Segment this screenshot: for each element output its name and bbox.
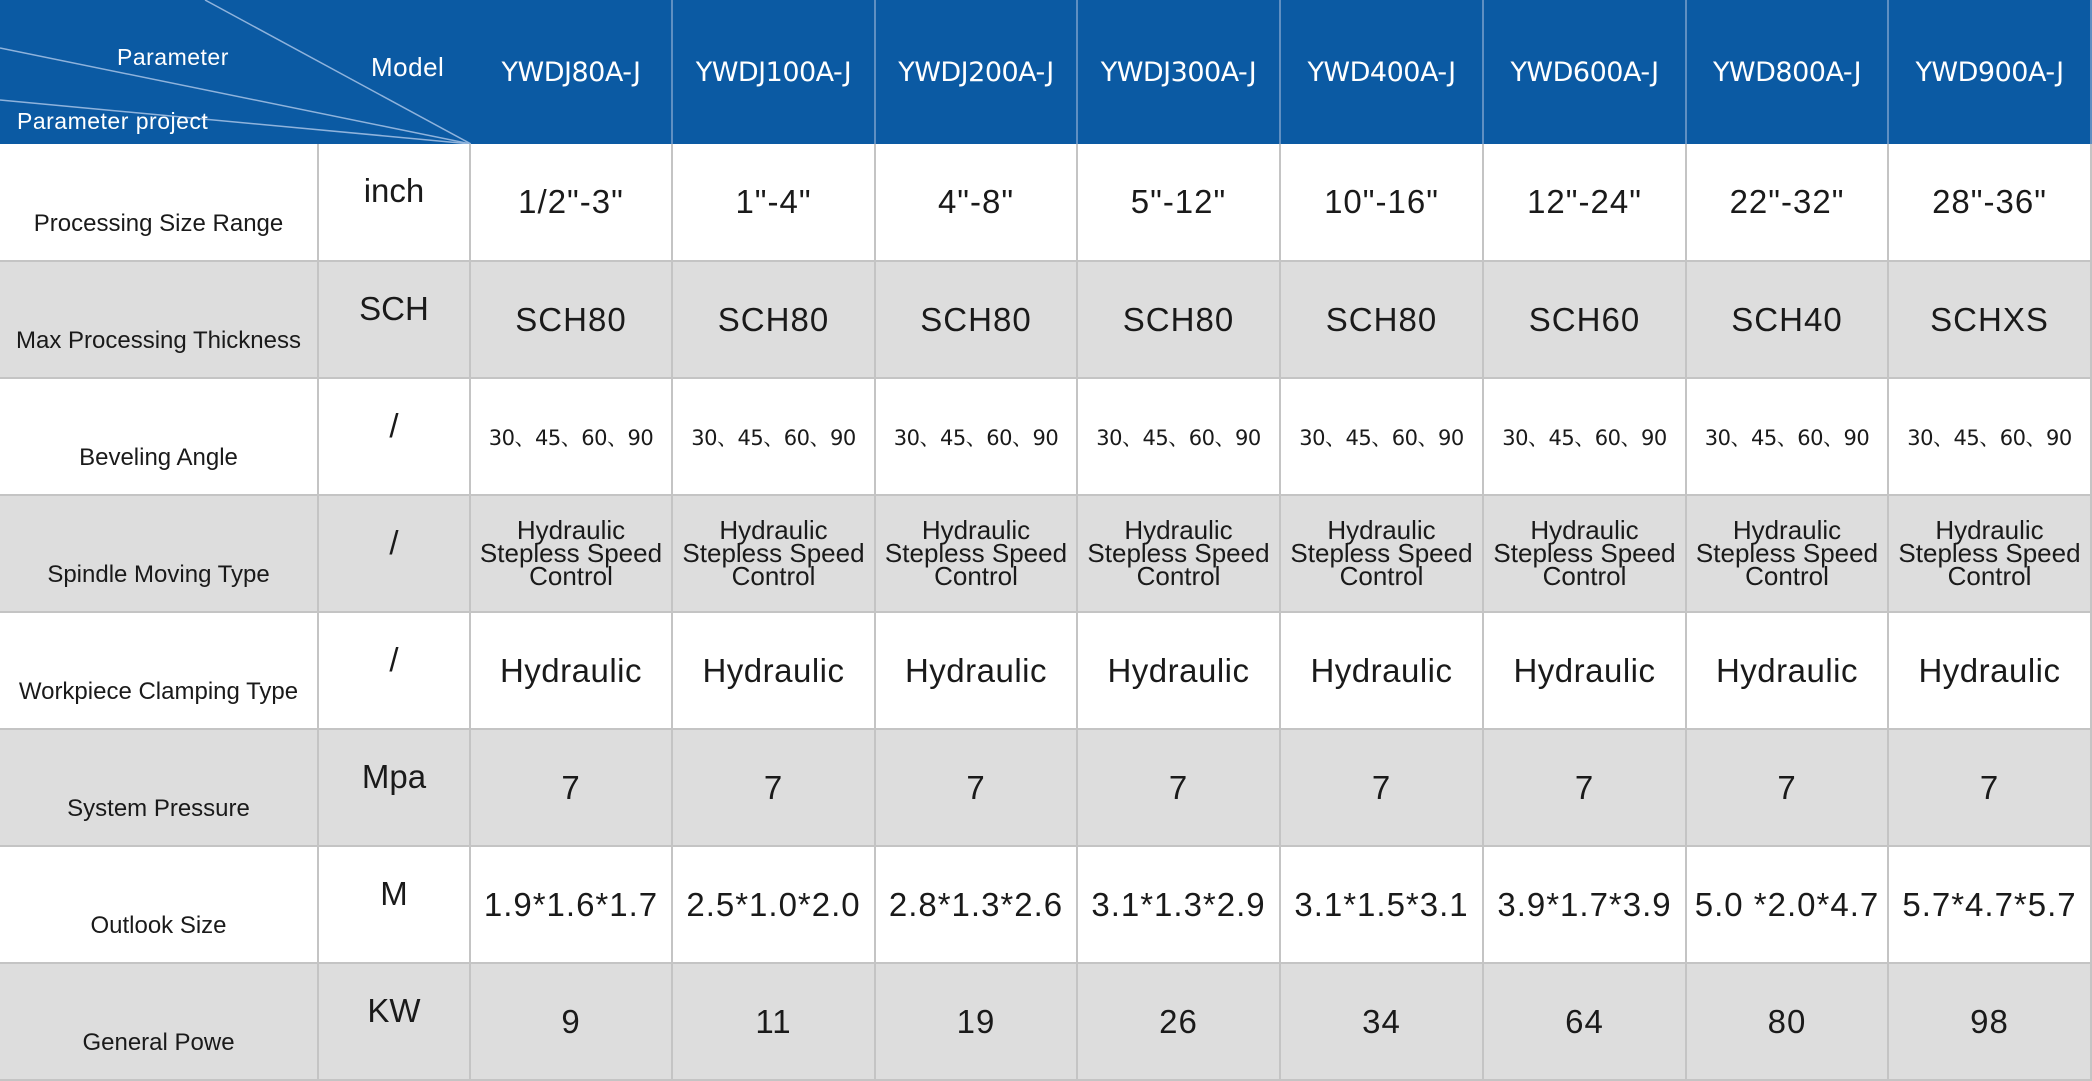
- value-cell: Hydraulic Stepless Speed Control: [876, 496, 1078, 613]
- value-cell: 28"-36": [1889, 144, 2092, 262]
- value-cell: 10"-16": [1281, 144, 1484, 262]
- unit-cell: /: [319, 496, 471, 613]
- param-name-cell: Beveling Angle: [0, 379, 319, 496]
- param-name-cell: Workpiece Clamping Type: [0, 613, 319, 730]
- param-name-cell: General Powe: [0, 964, 319, 1081]
- model-header-1: YWDJ80A-J: [471, 0, 673, 144]
- value-cell: Hydraulic: [1281, 613, 1484, 730]
- value-cell: SCH80: [471, 262, 673, 379]
- value-cell: 12"-24": [1484, 144, 1687, 262]
- corner-model-label: Model: [371, 52, 445, 82]
- unit-cell: M: [319, 847, 471, 964]
- value-cell: 1"-4": [673, 144, 876, 262]
- value-cell: Hydraulic: [876, 613, 1078, 730]
- model-header-2: YWDJ100A-J: [673, 0, 876, 144]
- value-cell: 5.7*4.7*5.7: [1889, 847, 2092, 964]
- value-cell: SCH80: [876, 262, 1078, 379]
- value-cell: Hydraulic: [1889, 613, 2092, 730]
- value-cell: 5"-12": [1078, 144, 1281, 262]
- value-cell: Hydraulic Stepless Speed Control: [1889, 496, 2092, 613]
- value-cell: 64: [1484, 964, 1687, 1081]
- value-cell: 3.1*1.3*2.9: [1078, 847, 1281, 964]
- model-header-3: YWDJ200A-J: [876, 0, 1078, 144]
- value-cell: 3.1*1.5*3.1: [1281, 847, 1484, 964]
- value-cell: 2.5*1.0*2.0: [673, 847, 876, 964]
- param-name-cell: Spindle Moving Type: [0, 496, 319, 613]
- unit-cell: /: [319, 613, 471, 730]
- value-cell: SCH80: [1078, 262, 1281, 379]
- value-cell: 2.8*1.3*2.6: [876, 847, 1078, 964]
- value-cell: 3.9*1.7*3.9: [1484, 847, 1687, 964]
- param-name-cell: Max Processing Thickness: [0, 262, 319, 379]
- unit-cell: inch: [319, 144, 471, 262]
- value-cell: 19: [876, 964, 1078, 1081]
- value-cell: 7: [1281, 730, 1484, 847]
- model-header-5: YWD400A-J: [1281, 0, 1484, 144]
- value-cell: 30、45、60、90: [876, 379, 1078, 496]
- unit-cell: KW: [319, 964, 471, 1081]
- value-cell: Hydraulic Stepless Speed Control: [1687, 496, 1889, 613]
- value-cell: 7: [471, 730, 673, 847]
- value-cell: 1.9*1.6*1.7: [471, 847, 673, 964]
- corner-parameter-label: Parameter: [117, 44, 229, 70]
- value-cell: SCHXS: [1889, 262, 2092, 379]
- value-cell: 7: [673, 730, 876, 847]
- param-name-cell: Outlook Size: [0, 847, 319, 964]
- param-name-cell: Processing Size Range: [0, 144, 319, 262]
- unit-cell: Mpa: [319, 730, 471, 847]
- value-cell: Hydraulic Stepless Speed Control: [471, 496, 673, 613]
- value-cell: 5.0 *2.0*4.7: [1687, 847, 1889, 964]
- value-cell: 80: [1687, 964, 1889, 1081]
- value-cell: 7: [1687, 730, 1889, 847]
- value-cell: Hydraulic Stepless Speed Control: [1078, 496, 1281, 613]
- model-header-7: YWD800A-J: [1687, 0, 1889, 144]
- value-cell: 22"-32": [1687, 144, 1889, 262]
- value-cell: 30、45、60、90: [1281, 379, 1484, 496]
- model-header-8: YWD900A-J: [1889, 0, 2092, 144]
- value-cell: 4"-8": [876, 144, 1078, 262]
- model-header-4: YWDJ300A-J: [1078, 0, 1281, 144]
- value-cell: Hydraulic Stepless Speed Control: [1281, 496, 1484, 613]
- unit-cell: SCH: [319, 262, 471, 379]
- value-cell: Hydraulic: [1484, 613, 1687, 730]
- value-cell: 30、45、60、90: [1484, 379, 1687, 496]
- model-header-6: YWD600A-J: [1484, 0, 1687, 144]
- unit-cell: /: [319, 379, 471, 496]
- value-cell: SCH80: [673, 262, 876, 379]
- value-cell: 30、45、60、90: [1687, 379, 1889, 496]
- value-cell: Hydraulic: [471, 613, 673, 730]
- value-cell: 30、45、60、90: [673, 379, 876, 496]
- table-corner-header: [0, 0, 471, 144]
- value-cell: Hydraulic: [1078, 613, 1281, 730]
- value-cell: 34: [1281, 964, 1484, 1081]
- value-cell: Hydraulic Stepless Speed Control: [673, 496, 876, 613]
- corner-parameter-project-label: Parameter project: [17, 108, 209, 134]
- value-cell: Hydraulic: [673, 613, 876, 730]
- value-cell: 1/2"-3": [471, 144, 673, 262]
- value-cell: 30、45、60、90: [1078, 379, 1281, 496]
- value-cell: 7: [1484, 730, 1687, 847]
- value-cell: 7: [1889, 730, 2092, 847]
- value-cell: SCH40: [1687, 262, 1889, 379]
- value-cell: 30、45、60、90: [1889, 379, 2092, 496]
- value-cell: 98: [1889, 964, 2092, 1081]
- value-cell: SCH60: [1484, 262, 1687, 379]
- value-cell: Hydraulic: [1687, 613, 1889, 730]
- value-cell: 30、45、60、90: [471, 379, 673, 496]
- value-cell: SCH80: [1281, 262, 1484, 379]
- value-cell: 9: [471, 964, 673, 1081]
- value-cell: 11: [673, 964, 876, 1081]
- value-cell: 7: [876, 730, 1078, 847]
- value-cell: 26: [1078, 964, 1281, 1081]
- param-name-cell: System Pressure: [0, 730, 319, 847]
- value-cell: Hydraulic Stepless Speed Control: [1484, 496, 1687, 613]
- value-cell: 7: [1078, 730, 1281, 847]
